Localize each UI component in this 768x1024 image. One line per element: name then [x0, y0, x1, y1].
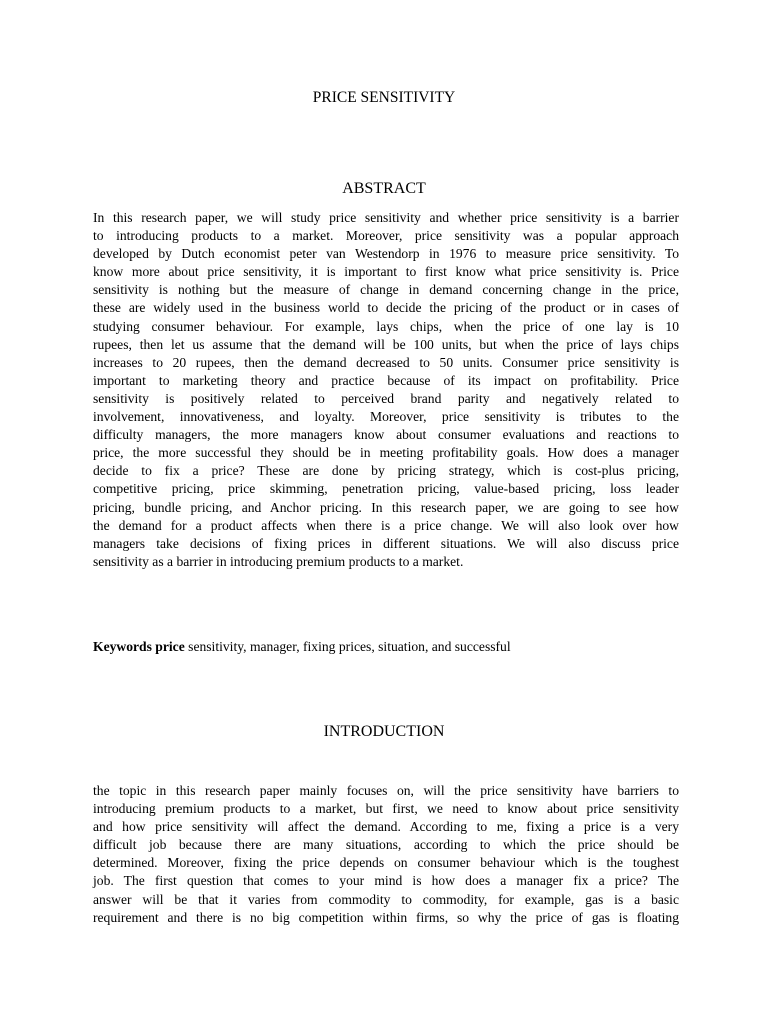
keywords-text: sensitivity, manager, fixing prices, situation, and successful [184, 639, 511, 654]
introduction-line: introducing premium products to a market, but first, we need to know about price sensitivity [93, 801, 679, 817]
abstract-line: sensitivity is positively related to perceived brand parity and negatively related to [93, 390, 679, 406]
introduction-line: and how price sensitivity will affect the demand. According to me, fixing a price is a very [93, 819, 679, 835]
abstract-line: managers take decisions of fixing prices in different situations. We will also discuss price [93, 535, 679, 551]
abstract-line: price, the more successful they should be in meeting profitability goals. How does a manager [93, 445, 679, 461]
abstract-line: increases to 20 rupees, then the demand decreased to 50 units. Consumer price sensitivity is [93, 354, 679, 370]
abstract-line: studying consumer behaviour. For example, lays chips, when the price of one lay is 10 [93, 318, 679, 334]
paper-title: PRICE SENSITIVITY [312, 89, 456, 106]
abstract-line: these are widely used in the business world to decide the pricing of the product or in cases of [93, 300, 679, 316]
abstract-paragraph [93, 209, 679, 571]
abstract-line: sensitivity is nothing but the measure of change in demand concerning change in the price, [93, 282, 679, 298]
abstract-line: sensitivity as a barrier in introducing premium products to a market. [93, 553, 464, 569]
keywords-line [93, 638, 679, 656]
abstract-line: decide to fix a price? These are done by pricing strategy, which is cost-plus pricing, [93, 463, 679, 479]
abstract-line: important to marketing theory and practice because of its impact on profitability. Price [93, 372, 679, 388]
introduction-line: answer will be that it varies from commodity to commodity, for example, gas is a basic [93, 891, 679, 907]
abstract-line: to introducing products to a market. Moreover, price sensitivity was a popular approach [93, 228, 679, 244]
abstract-line: difficulty managers, the more managers know about consumer evaluations and reactions to [93, 427, 679, 443]
introduction-line: the topic in this research paper mainly focuses on, will the price sensitivity have barriers to [93, 783, 679, 798]
introduction-line: difficult job because there are many situations, according to which the price should be [93, 837, 679, 853]
abstract-line: know more about price sensitivity, it is important to first know what price sensitivity is. Price [93, 264, 679, 280]
introduction-line: determined. Moreover, fixing the price depends on consumer behaviour which is the toughest [93, 855, 679, 871]
abstract-heading: ABSTRACT [342, 180, 426, 197]
abstract-line: the demand for a product affects when there is a price change. We will also look over how [93, 517, 679, 533]
abstract-line: competitive pricing, price skimming, penetration pricing, value-based pricing, loss leader [93, 481, 679, 497]
abstract-line: involvement, innovativeness, and loyalty. Moreover, price sensitivity is tributes to the [93, 409, 679, 425]
abstract-line: pricing, bundle pricing, and Anchor pricing. In this research paper, we are going to see how [93, 499, 679, 515]
introduction-paragraph [93, 782, 679, 927]
introduction-line: requirement and there is no big competition within firms, so why the price of gas is floating [93, 909, 679, 925]
abstract-line: In this research paper, we will study price sensitivity and whether price sensitivity is a barrier [93, 210, 679, 225]
introduction-line: job. The first question that comes to your mind is how does a manager fix a price? The [93, 873, 679, 889]
abstract-line: rupees, then let us assume that the demand will be 100 units, but when the price of lays chips [93, 336, 679, 352]
introduction-heading: INTRODUCTION [323, 723, 445, 740]
abstract-line: developed by Dutch economist peter van Westendorp in 1976 to measure price sensitivity. To [93, 246, 679, 262]
keywords-label: Keywords price [93, 639, 185, 654]
